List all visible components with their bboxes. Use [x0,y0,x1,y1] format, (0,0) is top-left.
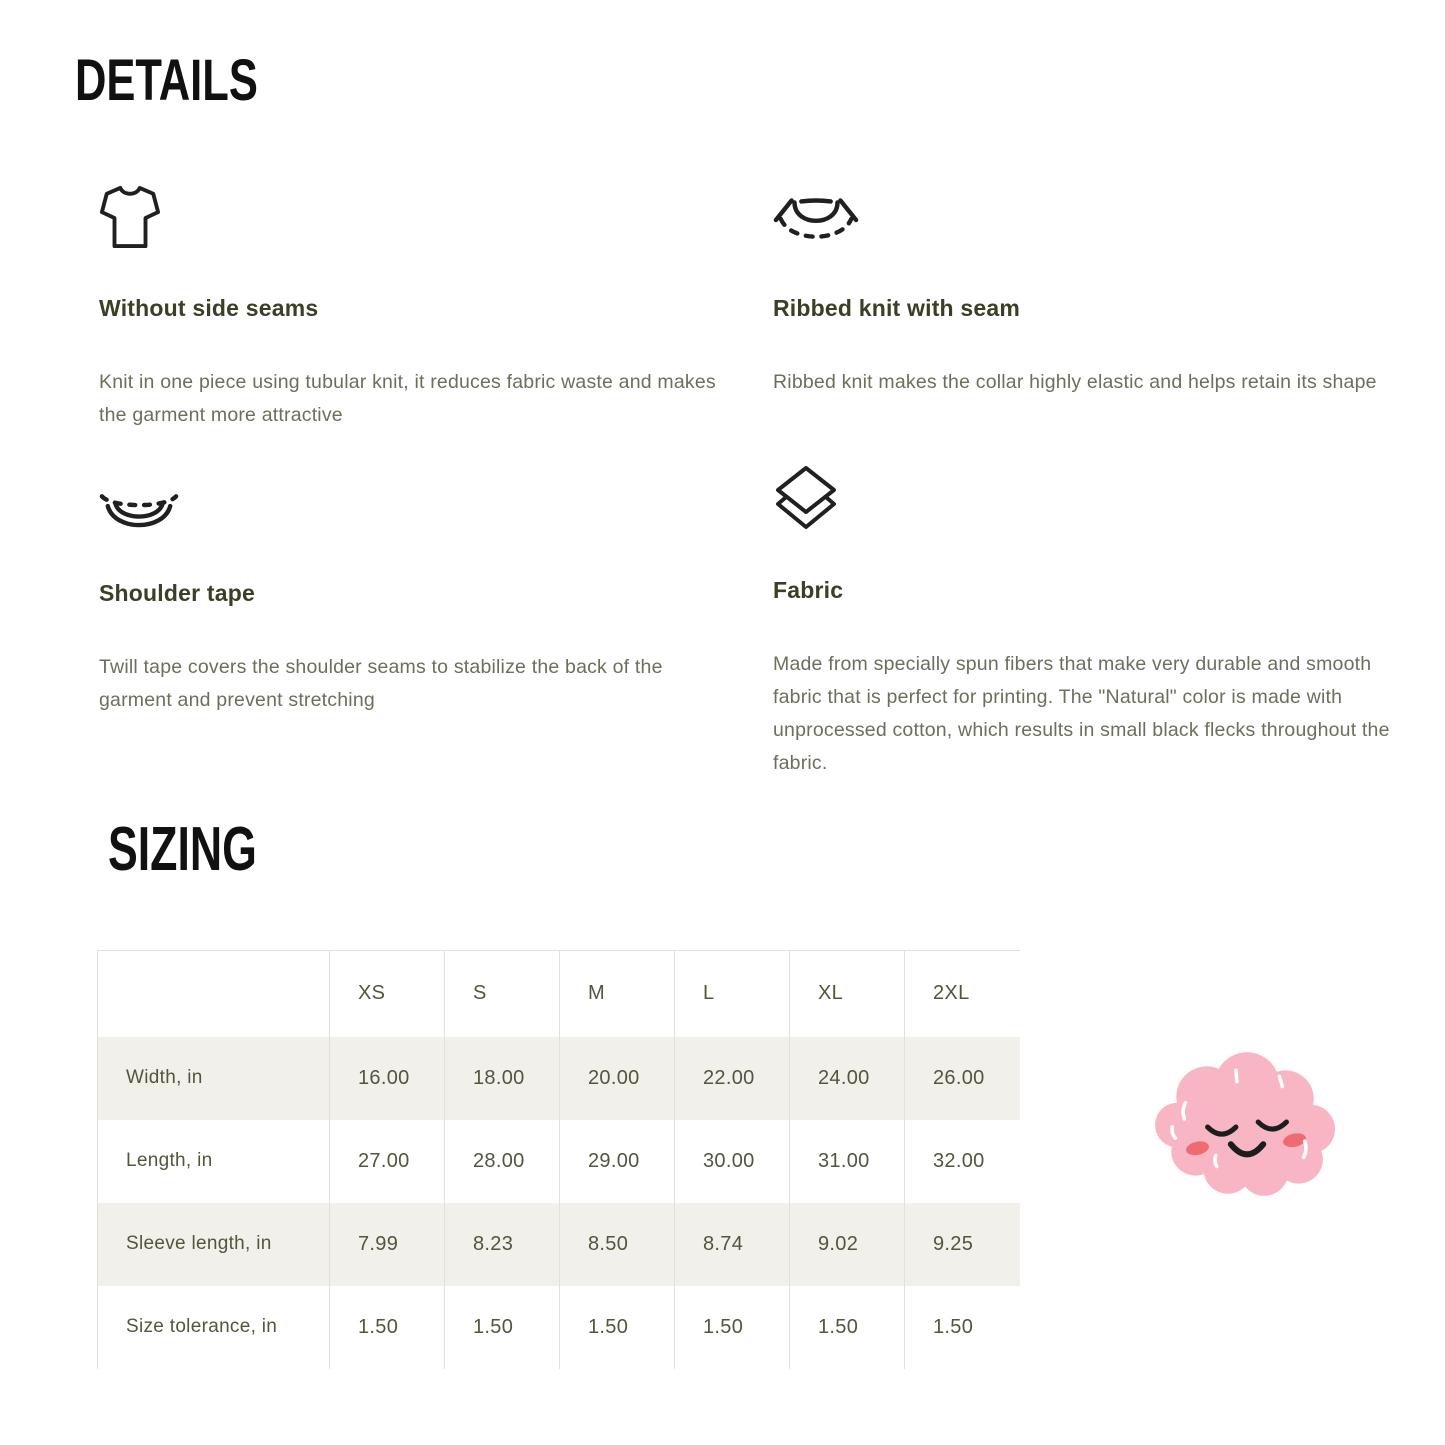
feature-title: Ribbed knit with seam [773,295,1021,321]
size-value-cell: 8.50 [560,1203,675,1286]
feature-title: Fabric [773,577,844,603]
size-value-cell: 20.00 [560,1037,675,1120]
sizing-section-title: SIZING [108,815,257,884]
row-label: Width, in [98,1037,330,1120]
size-value-cell: 16.00 [330,1037,445,1120]
table-row [98,1037,1020,1120]
size-value-cell: 1.50 [675,1286,790,1369]
feature-title: Shoulder tape [99,580,255,606]
size-value-cell: 8.23 [445,1203,560,1286]
feature-fabric [773,465,1403,780]
size-value-cell: 18.00 [445,1037,560,1120]
size-value-cell: 7.99 [330,1203,445,1286]
row-label: Length, in [98,1120,330,1203]
details-section-title: DETAILS [75,48,258,113]
table-row [98,1120,1020,1203]
size-value-cell: 24.00 [790,1037,905,1120]
fabric-layers-icon [773,465,1403,533]
size-value-cell: 22.00 [675,1037,790,1120]
sizing-table-body [98,1037,1020,1369]
sizing-table [97,950,1020,1369]
size-value-cell: 27.00 [330,1120,445,1203]
size-value-cell: 9.02 [790,1203,905,1286]
feature-description: Twill tape covers the shoulder seams to stabilize the back of the garment and prevent stretching [99,656,663,711]
size-value-cell: 30.00 [675,1120,790,1203]
size-column-header: L [675,951,790,1037]
table-row [98,1286,1020,1369]
feature-description: Ribbed knit makes the collar highly elastic and helps retain its shape [773,371,1377,393]
row-label: Size tolerance, in [98,1286,330,1369]
size-value-cell: 1.50 [790,1286,905,1369]
sleeping-cloud-illustration [1151,1044,1335,1202]
size-column-header: S [445,951,560,1037]
tshirt-icon [99,183,721,251]
size-value-cell: 8.74 [675,1203,790,1286]
feature-description: Knit in one piece using tubular knit, it reduces fabric waste and makes the garment more attractive [99,371,716,426]
corner-cell [98,951,330,1037]
size-column-header: 2XL [905,951,1020,1037]
feature-ribbed-knit-with-seam [773,183,1395,399]
size-value-cell: 1.50 [905,1286,1020,1369]
size-value-cell: 29.00 [560,1120,675,1203]
size-value-cell: 1.50 [445,1286,560,1369]
row-label: Sleeve length, in [98,1203,330,1286]
size-value-cell: 32.00 [905,1120,1020,1203]
feature-shoulder-tape [99,468,721,717]
feature-title: Without side seams [99,295,319,321]
feature-without-side-seams [99,183,721,432]
collar-icon [773,183,1395,251]
size-column-header: XL [790,951,905,1037]
feature-description: Made from specially spun fibers that make very durable and smooth fabric that is perfect for printing. The "Natural" color is made with unprocessed cotton, which results in small black flecks throughout the fabric. [773,653,1390,774]
size-value-cell: 9.25 [905,1203,1020,1286]
size-column-header: M [560,951,675,1037]
size-column-header: XS [330,951,445,1037]
size-value-cell: 26.00 [905,1037,1020,1120]
sizing-table-header-row [98,951,1020,1037]
size-value-cell: 28.00 [445,1120,560,1203]
shoulder-tape-icon [99,468,721,536]
size-value-cell: 1.50 [330,1286,445,1369]
size-value-cell: 31.00 [790,1120,905,1203]
table-row [98,1203,1020,1286]
size-value-cell: 1.50 [560,1286,675,1369]
